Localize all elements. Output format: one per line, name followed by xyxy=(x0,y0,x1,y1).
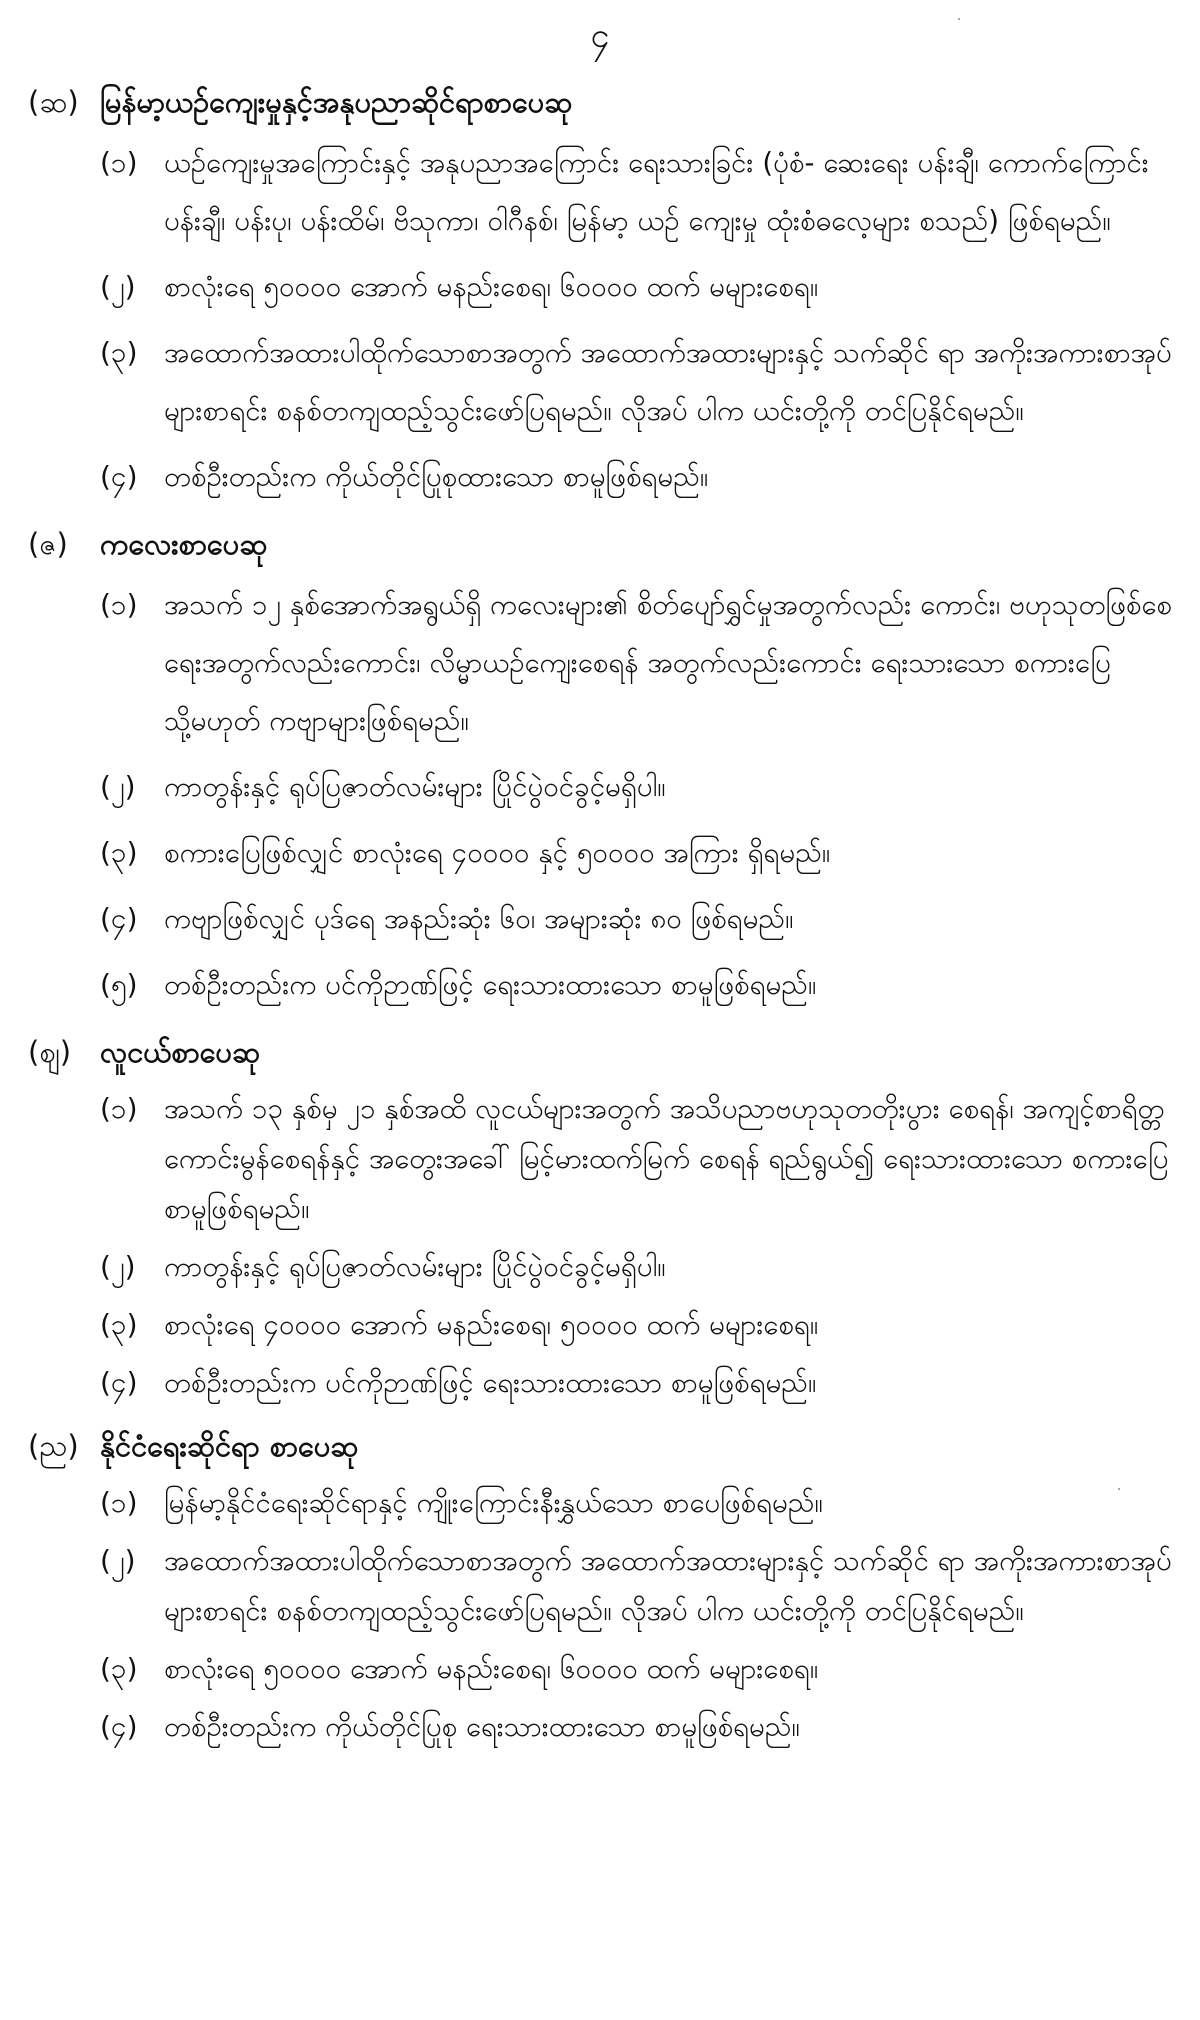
section-number: (ည) xyxy=(28,1429,79,1463)
section-heading xyxy=(28,78,1178,126)
list-item xyxy=(28,1536,1178,1636)
item-text: မြန်မာ့နိုင်ငံရေးဆိုင်ရာနှင့် ကျိုးကြောင်းနီးနွှယ်သော စာပေဖြစ်ရမည်။ xyxy=(164,1487,823,1519)
item-number: (၃) xyxy=(100,336,138,369)
list-item xyxy=(28,758,1178,816)
section-number: (ဆ) xyxy=(28,85,79,119)
section-number: (ဇ) xyxy=(28,527,68,561)
item-text: တစ်ဦးတည်းက ပင်ကိုဉာဏ်ဖြင့် ရေးသားထားသော စာမူဖြစ်ရမည်။ xyxy=(164,1367,817,1399)
item-text: အထောက်အထားပါထိုက်သောစာအတွက် အထောက်အထားများနှင့် သက်ဆိုင် ရာ အကိုးအကားစာအုပ်များစာရင်း စနစ်တကျထည့်သွင်းဖော်ပြရမည်။ လိုအပ် ပါက ယင်းတို့ကို တင်ပြနိုင်ရမည်။ xyxy=(164,337,1172,427)
list-item xyxy=(28,576,1178,750)
item-text: စာလုံးရေ ၅၀၀၀၀ အောက် မနည်းစေရ၊ ၆၀၀၀၀ ထက် မများစေရ။ xyxy=(164,1653,819,1685)
item-text: အသက် ၁၃ နှစ်မှ ၂၁ နှစ်အထိ လူငယ်များအတွက် အသိပညာဗဟုသုတတိုးပွား စေရန်၊ အကျင့်စာရိတ္တ ကောင်းမွန်စေရန်နှင့် အတွေးအခေါ် မြင့်မားထက်မြက် စေရန် ရည်ရွယ်၍ ရေးသားထားသော စကားပြေစာမူဖြစ်ရမည်။ xyxy=(164,1093,1169,1225)
list-item xyxy=(28,1478,1178,1528)
scan-speck xyxy=(958,18,960,20)
item-number: (၁) xyxy=(100,1486,138,1519)
item-text: ကာတွန်းနှင့် ရုပ်ပြဇာတ်လမ်းများ ပြိုင်ပွဲဝင်ခွင့်မရှိပါ။ xyxy=(164,1251,666,1283)
item-text: စာလုံးရေ ၄၀၀၀၀ အောက် မနည်းစေရ၊ ၅၀၀၀၀ ထက် မများစေရ။ xyxy=(164,1309,819,1341)
section-heading xyxy=(28,1028,1178,1076)
section-political-literature xyxy=(28,1422,1178,1752)
item-text: တစ်ဦးတည်းက ကိုယ်တိုင်ပြုစု ရေးသားထားသော စာမူဖြစ်ရမည်။ xyxy=(164,1711,800,1743)
item-text: တစ်ဦးတည်းက ကိုယ်တိုင်ပြုစုထားသော စာမူဖြစ်ရမည်။ xyxy=(164,461,709,493)
item-number: (၃) xyxy=(100,1652,138,1685)
section-number: (ဈ) xyxy=(28,1035,72,1069)
section-myanmar-culture-arts xyxy=(28,78,1178,506)
section-children-literature xyxy=(28,520,1178,1014)
list-item xyxy=(28,448,1178,506)
item-number: (၄) xyxy=(100,460,138,493)
award-sections xyxy=(28,78,1178,1766)
list-item xyxy=(28,890,1178,948)
item-text: အသက် ၁၂ နှစ်အောက်အရွယ်ရှိ ကလေးများ၏ စိတ်ပျော်ရွှင်မှုအတွက်လည်း ကောင်း၊ ဗဟုသုတဖြစ်စေရေးအတွက်လည်းကောင်း၊ လိမ္မာယဉ်ကျေးစေရန် အတွက်လည်းကောင်း ရေးသားသော စကားပြေ သို့မဟုတ် ကဗျာများဖြစ်ရမည်။ xyxy=(164,589,1172,737)
section-heading xyxy=(28,520,1178,568)
section-title: နိုင်ငံရေးဆိုင်ရာ စာပေဆု xyxy=(100,1429,359,1463)
list-item xyxy=(28,956,1178,1014)
item-number: (၃) xyxy=(100,836,138,869)
list-item xyxy=(28,1084,1178,1234)
section-title: လူငယ်စာပေဆု xyxy=(100,1035,260,1069)
item-number: (၄) xyxy=(100,902,138,935)
item-number: (၁) xyxy=(100,588,138,621)
item-number: (၂) xyxy=(100,270,136,303)
list-item xyxy=(28,1242,1178,1292)
item-number: (၅) xyxy=(100,968,138,1001)
list-item xyxy=(28,1644,1178,1694)
page-number: ၄ xyxy=(590,16,610,56)
item-text: စကားပြေဖြစ်လျှင် စာလုံးရေ ၄၀၀၀၀ နှင့် ၅၀၀၀၀ အကြား ရှိရမည်။ xyxy=(164,837,831,869)
list-item xyxy=(28,1702,1178,1752)
item-text: စာလုံးရေ ၅၀၀၀၀ အောက် မနည်းစေရ၊ ၆၀၀၀၀ ထက် မများစေရ။ xyxy=(164,271,819,303)
item-number: (၃) xyxy=(100,1308,138,1341)
list-item xyxy=(28,1300,1178,1350)
item-text: ယဉ်ကျေးမှုအကြောင်းနှင့် အနုပညာအကြောင်း ရေးသားခြင်း (ပုံစံ- ဆေးရေး ပန်းချီ၊ ကောက်ကြောင်းပန်းချီ၊ ပန်းပု၊ ပန်းထိမ်၊ ဗိသုကာ၊ ဝါဂီနစ်၊ မြန်မာ့ ယဉ် ကျေးမှု ထုံးစံဓလေ့များ စသည်) ဖြစ်ရမည်။ xyxy=(164,147,1149,237)
item-number: (၂) xyxy=(100,1250,136,1283)
item-text: ကဗျာဖြစ်လျှင် ပုဒ်ရေ အနည်းဆုံး ၆၀၊ အများဆုံး ၈၀ ဖြစ်ရမည်။ xyxy=(164,903,794,935)
list-item xyxy=(28,134,1178,250)
section-heading xyxy=(28,1422,1178,1470)
list-item xyxy=(28,1358,1178,1408)
list-item xyxy=(28,324,1178,440)
section-title: မြန်မာ့ယဉ်ကျေးမှုနှင့်အနုပညာဆိုင်ရာစာပေဆု xyxy=(100,85,573,119)
item-text: ကာတွန်းနှင့် ရုပ်ပြဇာတ်လမ်းများ ပြိုင်ပွဲဝင်ခွင့်မရှိပါ။ xyxy=(164,771,666,803)
item-text: အထောက်အထားပါထိုက်သောစာအတွက် အထောက်အထားများနှင့် သက်ဆိုင် ရာ အကိုးအကားစာအုပ်များစာရင်း စနစ်တကျထည့်သွင်းဖော်ပြရမည်။ လိုအပ် ပါက ယင်းတို့ကို တင်ပြနိုင်ရမည်။ xyxy=(164,1545,1172,1627)
scan-speck xyxy=(1118,1488,1120,1490)
section-title: ကလေးစာပေဆု xyxy=(100,527,268,561)
item-number: (၁) xyxy=(100,1092,138,1125)
list-item xyxy=(28,824,1178,882)
item-number: (၄) xyxy=(100,1366,138,1399)
item-number: (၂) xyxy=(100,770,136,803)
item-text: တစ်ဦးတည်းက ပင်ကိုဉာဏ်ဖြင့် ရေးသားထားသော စာမူဖြစ်ရမည်။ xyxy=(164,969,817,1001)
list-item xyxy=(28,258,1178,316)
item-number: (၄) xyxy=(100,1710,138,1743)
section-youth-literature xyxy=(28,1028,1178,1408)
item-number: (၁) xyxy=(100,146,138,179)
item-number: (၂) xyxy=(100,1544,136,1577)
